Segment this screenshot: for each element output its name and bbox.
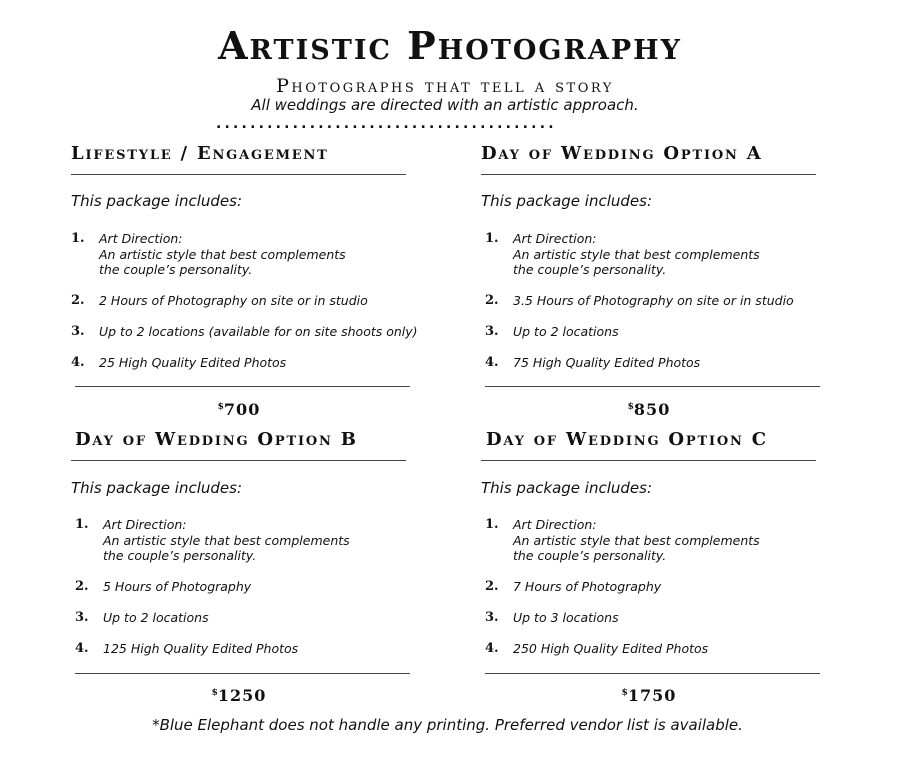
item-line: 5 Hours of Photography — [103, 579, 252, 594]
item-number: 2. — [485, 579, 499, 594]
item-number: 3. — [485, 324, 499, 339]
price-value: 700 — [223, 400, 261, 419]
price-rule — [75, 386, 410, 387]
item-line: Up to 2 locations (available for on site shoots only) — [99, 324, 418, 339]
item-number: 2. — [75, 579, 89, 594]
item-number: 1. — [75, 517, 89, 532]
item-number: 2. — [71, 293, 85, 308]
item-number: 1. — [485, 231, 499, 246]
item-text — [103, 579, 458, 595]
item-number: 1. — [71, 231, 85, 246]
item-text — [513, 293, 868, 309]
currency-symbol: $ — [211, 688, 218, 698]
item-line: Up to 2 locations — [103, 610, 209, 625]
item-number: 4. — [485, 641, 499, 656]
package-heading: Day of Wedding Option C — [486, 429, 768, 450]
item-line: 250 High Quality Edited Photos — [513, 641, 709, 656]
item-text — [513, 579, 868, 595]
item-line: Up to 3 locations — [513, 610, 619, 625]
footer-note: *Blue Elephant does not handle any printing. Preferred vendor list is available. — [152, 716, 743, 734]
item-text — [513, 641, 868, 657]
item-line: 125 High Quality Edited Photos — [103, 641, 299, 656]
includes-label: This package includes: — [71, 192, 242, 210]
item-line: Art Direction: — [513, 231, 597, 246]
package-heading: Lifestyle / Engagement — [71, 143, 329, 164]
item-line: 75 High Quality Edited Photos — [513, 355, 701, 370]
item-number: 2. — [485, 293, 499, 308]
item-line: 2 Hours of Photography on site or in studio — [99, 293, 368, 308]
includes-label: This package includes: — [71, 479, 242, 497]
item-line: 7 Hours of Photography — [513, 579, 662, 594]
includes-label: This package includes: — [481, 192, 652, 210]
item-text — [513, 517, 868, 564]
heading-rule — [481, 174, 816, 175]
currency-symbol: $ — [627, 402, 634, 412]
item-line: the couple’s personality. — [513, 262, 667, 277]
item-line: Up to 2 locations — [513, 324, 619, 339]
item-line: An artistic style that best complements — [99, 246, 346, 262]
price-value: 850 — [633, 400, 671, 419]
item-text — [103, 517, 458, 564]
currency-symbol: $ — [621, 688, 628, 698]
item-text — [103, 610, 458, 626]
item-text — [513, 324, 868, 340]
item-text — [513, 355, 868, 371]
item-text — [103, 641, 458, 657]
package-heading: Day of Wedding Option A — [481, 143, 763, 164]
item-text — [513, 231, 868, 278]
package-heading: Day of Wedding Option B — [75, 429, 358, 450]
item-number: 4. — [71, 355, 85, 370]
item-line: the couple’s personality. — [99, 262, 253, 277]
item-text — [99, 293, 454, 309]
item-number: 1. — [485, 517, 499, 532]
item-line: An artistic style that best complements — [513, 532, 760, 548]
page-subtitle: Photographs that tell a story — [276, 75, 614, 97]
heading-rule — [71, 174, 406, 175]
item-text — [513, 610, 868, 626]
item-number: 4. — [485, 355, 499, 370]
item-line: Art Direction: — [513, 517, 597, 532]
item-number: 4. — [75, 641, 89, 656]
item-line: An artistic style that best complements — [103, 532, 350, 548]
item-line: An artistic style that best complements — [513, 246, 760, 262]
price-rule — [75, 673, 410, 674]
item-text — [99, 324, 454, 340]
dotted-divider: ........................................ — [216, 117, 557, 131]
package-price — [549, 683, 749, 706]
item-number: 3. — [485, 610, 499, 625]
includes-label: This package includes: — [481, 479, 652, 497]
item-line: Art Direction: — [99, 231, 183, 246]
package-price — [549, 397, 749, 420]
item-number: 3. — [75, 610, 89, 625]
item-line: the couple’s personality. — [103, 548, 257, 563]
item-text — [99, 355, 454, 371]
item-line: 3.5 Hours of Photography on site or in studio — [513, 293, 794, 308]
price-value: 1250 — [217, 686, 267, 705]
tagline: All weddings are directed with an artistic approach. — [251, 96, 639, 114]
item-line: 25 High Quality Edited Photos — [99, 355, 287, 370]
item-line: Art Direction: — [103, 517, 187, 532]
page-title: Artistic Photography — [218, 23, 682, 68]
price-value: 1750 — [627, 686, 677, 705]
price-rule — [485, 673, 820, 674]
item-line: the couple’s personality. — [513, 548, 667, 563]
package-price — [139, 683, 339, 706]
item-text — [99, 231, 454, 278]
heading-rule — [71, 460, 406, 461]
item-number: 3. — [71, 324, 85, 339]
price-rule — [485, 386, 820, 387]
package-price — [139, 397, 339, 420]
currency-symbol: $ — [217, 402, 224, 412]
heading-rule — [481, 460, 816, 461]
